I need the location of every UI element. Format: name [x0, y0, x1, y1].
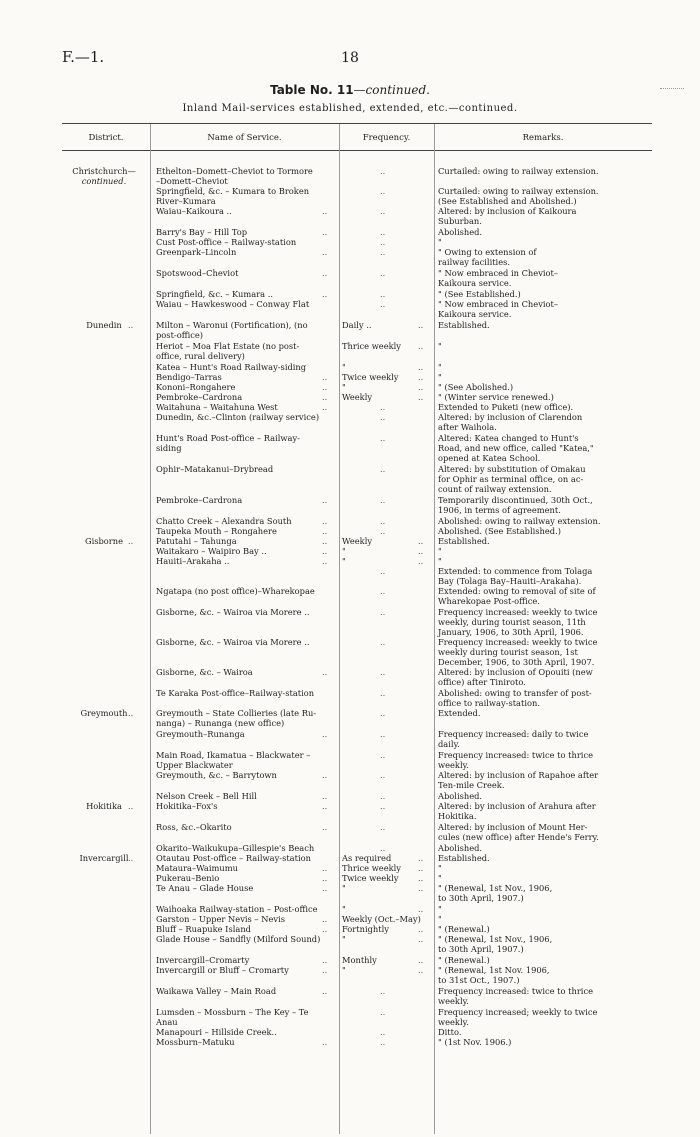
leader-dots: .. [322, 883, 328, 893]
leader-dots: .. [322, 822, 328, 832]
remarks-cell: " [438, 237, 442, 247]
remarks-cell: cules (new office) after Hende's Ferry. [438, 832, 599, 842]
remarks-cell: " (Renewal, 1st Nov., 1906, [438, 934, 553, 944]
leader-dots: .. [418, 382, 424, 392]
service-cell: Otautau Post-office – Railway-station [156, 853, 311, 863]
leader-dots: .. [380, 607, 386, 617]
leader-dots: .. [322, 382, 328, 392]
leader-dots: .. [380, 186, 386, 196]
frequency-cell: " [342, 883, 346, 893]
leader-dots: .. [322, 247, 328, 257]
remarks-cell: daily. [438, 739, 460, 749]
remarks-cell: " [438, 362, 442, 372]
remarks-cell: Altered: by inclusion of Opouiti (new [438, 667, 593, 677]
leader-dots: .. [380, 566, 386, 576]
leader-dots: .. [128, 708, 134, 718]
leader-dots: .. [322, 556, 328, 566]
leader-dots: .. [322, 955, 328, 965]
service-cell: Greymouth–Runanga [156, 729, 245, 739]
remarks-cell: Abolished: owing to railway extension. [438, 516, 601, 526]
service-cell: Okarito–Waikukupa–Gillespie's Beach [156, 843, 315, 853]
remarks-cell: Extended: to commence from Tolaga [438, 566, 593, 576]
remarks-cell: " [438, 873, 442, 883]
leader-dots: .. [322, 863, 328, 873]
service-cell: Glade House – Sandfly (Milford Sound) [156, 934, 321, 944]
remarks-cell: to 30th April, 1907.) [438, 944, 524, 954]
leader-dots: .. [418, 320, 424, 330]
frequency-cell: " [342, 382, 346, 392]
service-cell: Te Anau – Glade House [156, 883, 254, 893]
remarks-cell: Established. [438, 853, 490, 863]
table-title-continued: —continued. [353, 83, 430, 97]
remarks-cell: " [438, 546, 442, 556]
frequency-cell: Weekly [342, 392, 373, 402]
leader-dots: .. [380, 247, 386, 257]
remarks-cell: " [438, 372, 442, 382]
service-cell: Pembroke–Cardrona [156, 495, 243, 505]
leader-dots: .. [418, 904, 424, 914]
district-cell: Hokitika [86, 801, 122, 811]
service-cell: Taupeka Mouth – Rongahere [156, 526, 277, 536]
remarks-cell: Abolished. [438, 791, 483, 801]
frequency-cell: " [342, 362, 346, 372]
header-district: District. [88, 133, 124, 143]
leader-dots: .. [322, 1037, 328, 1047]
leader-dots: .. [380, 586, 386, 596]
remarks-cell: weekly. [438, 996, 469, 1006]
service-cell: Patutahi – Tahunga [156, 536, 237, 546]
remarks-cell: " (See Established.) [438, 289, 521, 299]
leader-dots: .. [322, 372, 328, 382]
service-cell: Springfield, &c. – Kumara to Broken [156, 186, 310, 196]
column-divider [150, 124, 151, 1134]
remarks-cell: Frequency increased: weekly to twice [438, 607, 598, 617]
remarks-cell: Extended to Puketi (new office). [438, 402, 574, 412]
remarks-cell: Ten-mile Creek. [438, 780, 505, 790]
remarks-cell: " (Renewal.) [438, 924, 490, 934]
remarks-cell: " [438, 863, 442, 873]
leader-dots: .. [322, 924, 328, 934]
leader-dots: .. [322, 536, 328, 546]
district-cell: Greymouth [80, 708, 128, 718]
remarks-cell: " (Renewal.) [438, 955, 490, 965]
leader-dots: .. [128, 853, 134, 863]
frequency-cell: " [342, 965, 346, 975]
service-cell: Waitakaro – Waipiro Bay .. [156, 546, 267, 556]
remarks-cell: Extended: owing to removal of site of [438, 586, 596, 596]
leader-dots: .. [128, 320, 134, 330]
remarks-cell: Kaikoura service. [438, 309, 512, 319]
leader-dots: .. [322, 667, 328, 677]
remarks-cell: Bay (Tolaga Bay–Hauiti–Arakaha). [438, 576, 582, 586]
leader-dots: .. [418, 536, 424, 546]
leader-dots: .. [322, 402, 328, 412]
remarks-cell: Altered: Katea changed to Hunt's [438, 433, 579, 443]
leader-dots: .. [380, 770, 386, 780]
remarks-cell: Road, and new office, called "Katea," [438, 443, 594, 453]
service-cell: Pukerau–Benio [156, 873, 220, 883]
remarks-cell: Ditto. [438, 1027, 462, 1037]
leader-dots: .. [418, 546, 424, 556]
leader-dots: .. [322, 289, 328, 299]
service-cell: Greymouth – State Collieries (late Ru- [156, 708, 317, 718]
remarks-cell: office) after Tiniroto. [438, 677, 526, 687]
service-cell: Greenpark–Lincoln [156, 247, 237, 257]
remarks-cell: for Ophir as terminal office, on ac- [438, 474, 584, 484]
remarks-cell: Frequency increased; weekly to twice [438, 1007, 598, 1017]
remarks-cell: weekly. [438, 1017, 469, 1027]
service-cell: Pembroke–Cardrona [156, 392, 243, 402]
frequency-cell: " [342, 904, 346, 914]
remarks-cell: to 31st Oct., 1907.) [438, 975, 520, 985]
leader-dots: .. [322, 526, 328, 536]
column-divider [434, 124, 435, 1134]
frequency-cell: " [342, 546, 346, 556]
remarks-cell: to 30th April, 1907.) [438, 893, 524, 903]
service-cell: Te Karaka Post-office–Railway-station [156, 688, 315, 698]
leader-dots: .. [380, 1027, 386, 1037]
service-cell: Invercargill or Bluff – Cromarty [156, 965, 289, 975]
remarks-cell: Frequency increased: weekly to twice [438, 637, 598, 647]
leader-dots: .. [380, 708, 386, 718]
remarks-cell: " Owing to extension of [438, 247, 537, 257]
district-cell: Gisborne [84, 536, 124, 546]
remarks-cell: after Waihola. [438, 422, 497, 432]
service-cell: Anau [156, 1017, 178, 1027]
leader-dots: .. [380, 667, 386, 677]
leader-dots: .. [418, 934, 424, 944]
remarks-cell: " [438, 914, 442, 924]
leader-dots: .. [322, 206, 328, 216]
leader-dots: .. [322, 770, 328, 780]
remarks-cell: Curtailed: owing to railway extension. [438, 166, 599, 176]
service-cell: Cust Post-office – Railway-station [156, 237, 297, 247]
leader-dots: .. [380, 227, 386, 237]
remarks-cell: Abolished: owing to transfer of post- [438, 688, 592, 698]
leader-dots: .. [418, 955, 424, 965]
service-cell: Upper Blackwater [156, 760, 233, 770]
service-cell: Nelson Creek – Bell Hill [156, 791, 257, 801]
remarks-cell: (See Established and Abolished.) [438, 196, 577, 206]
leader-dots: .. [418, 883, 424, 893]
leader-dots: .. [322, 268, 328, 278]
frequency-cell: Twice weekly [342, 372, 399, 382]
service-cell: Mataura–Waimumu [156, 863, 238, 873]
service-cell: Waikawa Valley – Main Road [156, 986, 277, 996]
remarks-cell: Abolished. [438, 843, 483, 853]
remarks-cell: Abolished. (See Established.) [438, 526, 561, 536]
leader-dots: .. [322, 914, 328, 924]
leader-dots: .. [380, 729, 386, 739]
service-cell: siding [156, 443, 182, 453]
column-divider [339, 124, 340, 1134]
frequency-cell: " [342, 934, 346, 944]
leader-dots: .. [322, 516, 328, 526]
leader-dots: .. [418, 341, 424, 351]
leader-dots: .. [418, 863, 424, 873]
scan-mark [660, 88, 684, 95]
remarks-cell: Curtailed: owing to railway extension. [438, 186, 599, 196]
remarks-cell: " Now embraced in Cheviot– [438, 268, 559, 278]
leader-dots: .. [380, 299, 386, 309]
leader-dots: .. [322, 801, 328, 811]
remarks-cell: Suburban. [438, 216, 482, 226]
header-service: Name of Service. [207, 133, 282, 143]
remarks-cell: Frequency increased: twice to thrice [438, 986, 593, 996]
leader-dots: .. [322, 729, 328, 739]
service-cell: Hauiti–Arakaha .. [156, 556, 230, 566]
remarks-cell: Altered: by inclusion of Rapahoe after [438, 770, 599, 780]
remarks-cell: railway facilities. [438, 257, 511, 267]
leader-dots: .. [380, 1007, 386, 1017]
leader-dots: .. [380, 516, 386, 526]
service-cell: Lumsden – Mossburn – The Key – Te [156, 1007, 309, 1017]
remarks-cell: Established. [438, 536, 490, 546]
service-cell: Milton – Waronui (Fortification), (no [156, 320, 308, 330]
remarks-cell: Kaikoura service. [438, 278, 512, 288]
leader-dots: .. [380, 822, 386, 832]
leader-dots: .. [380, 412, 386, 422]
page-identifier: F.—1. [62, 48, 105, 66]
leader-dots: .. [128, 801, 134, 811]
header-remarks: Remarks. [522, 133, 564, 143]
leader-dots: .. [380, 402, 386, 412]
leader-dots: .. [380, 268, 386, 278]
table-title [0, 83, 700, 97]
remarks-cell: " [438, 341, 442, 351]
service-cell: Main Road, Ikamatua – Blackwater – [156, 750, 311, 760]
service-cell: Gisborne, &c. – Wairoa [156, 667, 253, 677]
district-cell: continued. [81, 176, 127, 186]
remarks-cell: weekly during tourist season, 1st [438, 647, 578, 657]
remarks-cell: count of railway extension. [438, 484, 552, 494]
leader-dots: .. [322, 546, 328, 556]
leader-dots: .. [418, 362, 424, 372]
service-cell: Garston – Upper Nevis – Nevis [156, 914, 285, 924]
remarks-cell: Altered: by inclusion of Clarendon [438, 412, 583, 422]
service-cell: Gisborne, &c. – Wairoa via Morere .. [156, 607, 310, 617]
leader-dots: .. [322, 873, 328, 883]
leader-dots: .. [380, 986, 386, 996]
leader-dots: .. [380, 206, 386, 216]
leader-dots: .. [380, 843, 386, 853]
service-cell: Ross, &c.–Okarito [156, 822, 232, 832]
leader-dots: .. [418, 556, 424, 566]
remarks-cell: " (See Abolished.) [438, 382, 514, 392]
remarks-cell: 1906, in terms of agreement. [438, 505, 561, 515]
service-cell: Waihoaka Railway-station – Post-office [156, 904, 318, 914]
service-cell: Bluff – Ruapuke Island [156, 924, 251, 934]
leader-dots: .. [322, 495, 328, 505]
service-cell: Waiau – Hawkeswood – Conway Flat [156, 299, 310, 309]
remarks-cell: Hokitika. [438, 811, 477, 821]
service-cell: Bendigo–Tarras [156, 372, 222, 382]
service-cell: Waitahuna – Waitahuna West [156, 402, 278, 412]
service-cell: Mossburn–Matuku [156, 1037, 235, 1047]
header-frequency: Frequency. [362, 133, 411, 143]
leader-dots: .. [418, 873, 424, 883]
leader-dots: .. [380, 464, 386, 474]
service-cell: Dunedin, &c.–Clinton (railway service) [156, 412, 320, 422]
frequency-cell: Thrice weekly [342, 863, 401, 873]
remarks-cell: " (Winter service renewed.) [438, 392, 554, 402]
remarks-cell: " (Renewal, 1st Nov. 1906, [438, 965, 550, 975]
leader-dots: .. [322, 227, 328, 237]
remarks-cell: Altered: by inclusion of Arahura after [438, 801, 596, 811]
frequency-cell: Twice weekly [342, 873, 399, 883]
service-cell: Chatto Creek – Alexandra South [156, 516, 292, 526]
service-cell: River–Kumara [156, 196, 216, 206]
remarks-cell: Frequency increased: twice to thrice [438, 750, 593, 760]
leader-dots: .. [380, 791, 386, 801]
frequency-cell: Thrice weekly [342, 341, 401, 351]
service-cell: office, rural delivery) [156, 351, 245, 361]
leader-dots: .. [380, 166, 386, 176]
frequency-cell: " [342, 556, 346, 566]
leader-dots: .. [380, 750, 386, 760]
district-cell: Dunedin [86, 320, 122, 330]
leader-dots: .. [418, 372, 424, 382]
frequency-cell: Weekly (Oct.–May) [342, 914, 421, 924]
remarks-cell: Wharekopae Post-office. [438, 596, 540, 606]
service-cell: Gisborne, &c. – Wairoa via Morere .. [156, 637, 310, 647]
leader-dots: .. [380, 495, 386, 505]
remarks-cell: " Now embraced in Cheviot– [438, 299, 559, 309]
frequency-cell: As required [342, 853, 392, 863]
remarks-cell: weekly. [438, 760, 469, 770]
remarks-cell: Frequency increased: daily to twice [438, 729, 589, 739]
table-title-main: Table No. 11 [270, 83, 354, 97]
remarks-cell: January, 1906, to 30th April, 1906. [438, 627, 584, 637]
service-cell: Ethelton–Domett–Cheviot to Tormore [156, 166, 313, 176]
leader-dots: .. [380, 801, 386, 811]
service-cell: Hokitika–Fox's [156, 801, 218, 811]
service-cell: Invercargill–Cromarty [156, 955, 250, 965]
leader-dots: .. [380, 688, 386, 698]
leader-dots: .. [380, 289, 386, 299]
service-cell: –Domett–Cheviot [156, 176, 228, 186]
leader-dots: .. [322, 986, 328, 996]
service-cell: Springfield, &c. – Kumara .. [156, 289, 274, 299]
page-number: 18 [341, 50, 359, 66]
remarks-cell: Established. [438, 320, 490, 330]
remarks-cell: Altered: by inclusion of Kaikoura [438, 206, 577, 216]
service-cell: Greymouth, &c. – Barrytown [156, 770, 277, 780]
leader-dots: .. [322, 392, 328, 402]
service-cell: Heriot – Moa Flat Estate (no post- [156, 341, 300, 351]
service-cell: post-office) [156, 330, 204, 340]
service-cell: Ophir–Matakanui–Drybread [156, 464, 274, 474]
leader-dots: .. [418, 965, 424, 975]
leader-dots: .. [380, 1037, 386, 1047]
service-cell: Katea – Hunt's Road Railway-siding [156, 362, 307, 372]
remarks-cell: " [438, 556, 442, 566]
remarks-cell: office to railway-station. [438, 698, 540, 708]
leader-dots: .. [380, 433, 386, 443]
service-cell: Spotswood–Cheviot [156, 268, 239, 278]
service-cell: nanga) – Runanga (new office) [156, 718, 285, 728]
remarks-cell: Extended. [438, 708, 481, 718]
service-cell: Barry's Bay – Hill Top [156, 227, 248, 237]
leader-dots: .. [322, 791, 328, 801]
service-cell: Manapouri – Hillside Creek.. [156, 1027, 277, 1037]
service-cell: Kononi–Rongahere [156, 382, 236, 392]
leader-dots: .. [418, 853, 424, 863]
remarks-cell: Abolished. [438, 227, 483, 237]
leader-dots: .. [418, 392, 424, 402]
frequency-cell: Fortnightly [342, 924, 389, 934]
service-cell: Ngatapa (no post office)–Wharekopae [156, 586, 315, 596]
remarks-cell: Altered: by inclusion of Mount Her- [438, 822, 588, 832]
remarks-cell: opened at Katea School. [438, 453, 541, 463]
frequency-cell: Daily .. [342, 320, 372, 330]
remarks-cell: " [438, 904, 442, 914]
frequency-cell: Weekly [342, 536, 373, 546]
leader-dots: .. [380, 637, 386, 647]
remarks-cell: " (1st Nov. 1906.) [438, 1037, 512, 1047]
remarks-cell: Temporarily discontinued, 30th Oct., [438, 495, 593, 505]
service-cell: Waiau–Kaikoura .. [156, 206, 232, 216]
remarks-cell: weekly, during tourist season, 11th [438, 617, 586, 627]
remarks-cell: Altered: by substitution of Omakau [438, 464, 586, 474]
leader-dots: .. [128, 536, 134, 546]
table-subtitle: Inland Mail-services established, extended, etc.—continued. [182, 103, 518, 114]
leader-dots: .. [322, 965, 328, 975]
leader-dots: .. [380, 237, 386, 247]
service-cell: Hunt's Road Post-office – Railway- [156, 433, 300, 443]
leader-dots: .. [380, 526, 386, 536]
frequency-cell: Monthly [342, 955, 377, 965]
district-cell: Christchurch— [72, 166, 136, 176]
leader-dots: .. [418, 924, 424, 934]
district-cell: Invercargill [79, 853, 129, 863]
remarks-cell: " (Renewal, 1st Nov., 1906, [438, 883, 553, 893]
remarks-cell: December, 1906, to 30th April, 1907. [438, 657, 595, 667]
